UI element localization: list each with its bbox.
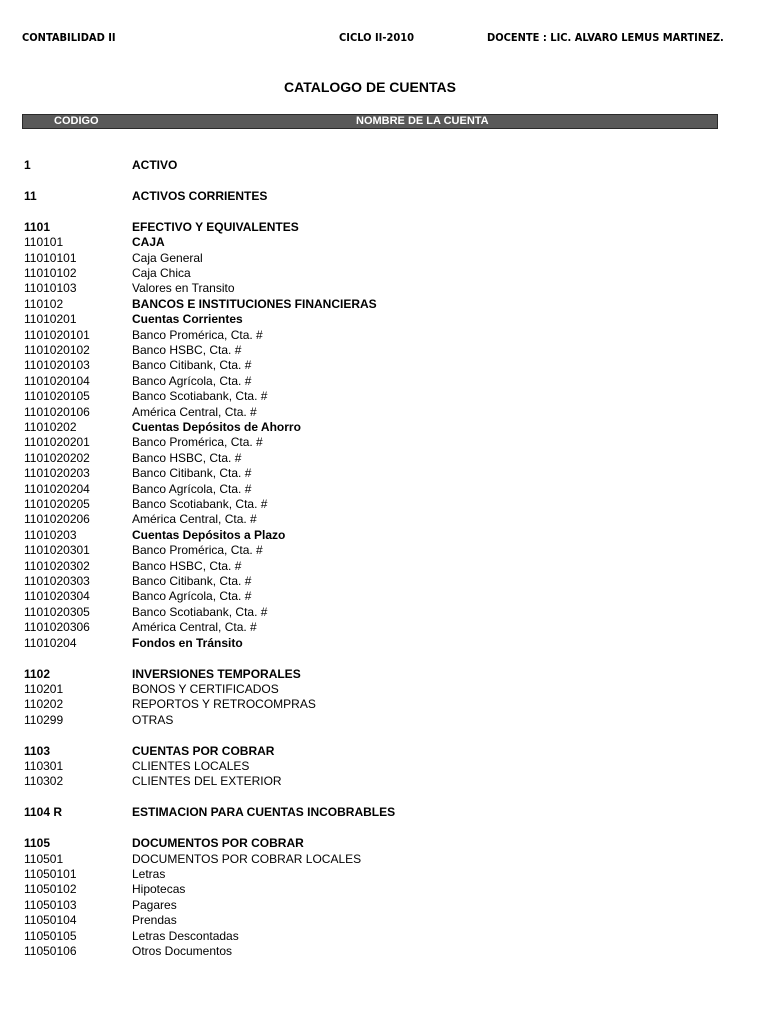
account-code: 11010201	[24, 312, 77, 327]
account-code: 11050106	[24, 944, 77, 958]
account-name: CUENTAS POR COBRAR	[132, 743, 275, 758]
account-name: Caja Chica	[132, 266, 191, 280]
account-row	[0, 358, 768, 373]
account-name: Banco Scotiabank, Cta. #	[132, 497, 268, 511]
account-name: Otros Documentos	[132, 944, 233, 958]
account-code: 110102	[24, 296, 64, 311]
account-name: América Central, Cta. #	[132, 620, 257, 635]
account-name: Banco Promérica, Cta. #	[132, 327, 263, 342]
account-name: Banco Scotiabank, Cta. #	[132, 389, 268, 404]
account-code: 110501	[24, 851, 64, 866]
account-code: 110201	[24, 681, 64, 696]
account-code: 11050105	[24, 928, 77, 943]
account-code: 1101020105	[24, 389, 90, 404]
account-name: Prendas	[132, 913, 177, 928]
account-row	[0, 929, 768, 944]
account-code: 11050101	[24, 867, 77, 881]
account-row	[0, 944, 768, 959]
account-row	[0, 312, 768, 327]
account-name: Pagares	[132, 897, 177, 912]
account-name: DOCUMENTOS POR COBRAR	[132, 836, 304, 851]
account-code: 1101020101	[24, 327, 90, 342]
account-row	[0, 667, 768, 682]
account-row	[0, 898, 768, 913]
account-row	[0, 451, 768, 466]
account-row	[0, 574, 768, 589]
account-row	[0, 482, 768, 497]
account-code: 1101020102	[24, 343, 90, 357]
account-name: Banco HSBC, Cta. #	[132, 558, 242, 573]
account-code: 110302	[24, 774, 64, 789]
account-code: 1101020201	[24, 435, 90, 450]
account-name: Banco Citibank, Cta. #	[132, 466, 252, 481]
header-cycle: CICLO II-2010	[339, 31, 414, 44]
account-code: 110101	[24, 235, 64, 250]
account-code: 1102	[24, 666, 51, 681]
account-row	[0, 605, 768, 620]
account-code: 1101020106	[24, 404, 90, 419]
account-code: 11010204	[24, 635, 77, 650]
account-row	[0, 744, 768, 759]
account-row	[0, 836, 768, 851]
account-code: 1101	[24, 219, 51, 234]
column-header-code: CODIGO	[54, 115, 99, 127]
account-row	[0, 559, 768, 574]
account-code: 1101020305	[24, 604, 90, 619]
account-row	[0, 235, 768, 250]
account-code: 1101020103	[24, 358, 90, 373]
account-name: Cuentas Depósitos a Plazo	[132, 527, 286, 542]
account-name: Banco Agrícola, Cta. #	[132, 481, 252, 496]
account-row	[0, 713, 768, 728]
account-name: Banco Citibank, Cta. #	[132, 358, 252, 373]
account-code: 11050102	[24, 882, 77, 897]
account-code: 1101020204	[24, 481, 90, 496]
account-code: 1101020303	[24, 574, 90, 588]
account-row	[0, 374, 768, 389]
account-name: Banco Promérica, Cta. #	[132, 543, 263, 558]
account-row	[0, 435, 768, 450]
account-code: 11050103	[24, 897, 77, 912]
account-name: Cuentas Corrientes	[132, 312, 243, 327]
account-row	[0, 466, 768, 481]
account-name: Letras	[132, 867, 166, 881]
account-row	[0, 528, 768, 543]
account-name: Banco HSBC, Cta. #	[132, 343, 242, 357]
account-row	[0, 620, 768, 635]
account-code: 110301	[24, 759, 64, 773]
account-row	[0, 389, 768, 404]
account-name: Caja General	[132, 250, 203, 265]
account-code: 1101020301	[24, 543, 90, 558]
account-code: 11	[24, 188, 37, 203]
account-row	[0, 759, 768, 774]
account-row	[0, 636, 768, 651]
account-name: Valores en Transito	[132, 281, 235, 296]
header-course: CONTABILIDAD II	[22, 31, 116, 44]
account-code: 11010103	[24, 281, 77, 296]
account-code: 11010202	[24, 420, 77, 434]
account-row	[0, 281, 768, 296]
account-code: 1101020205	[24, 497, 90, 511]
account-code: 1101020202	[24, 450, 90, 465]
account-name: OTRAS	[132, 712, 174, 727]
account-row	[0, 882, 768, 897]
account-row	[0, 328, 768, 343]
account-code: 1101020302	[24, 558, 90, 573]
account-name: EFECTIVO Y EQUIVALENTES	[132, 219, 299, 234]
account-name: Cuentas Depósitos de Ahorro	[132, 420, 301, 434]
account-row	[0, 420, 768, 435]
account-code: 1101020306	[24, 620, 90, 635]
account-name: BANCOS E INSTITUCIONES FINANCIERAS	[132, 296, 377, 311]
account-code: 1101020104	[24, 373, 90, 388]
account-row	[0, 497, 768, 512]
account-code: 11010101	[24, 250, 77, 265]
account-row	[0, 774, 768, 789]
account-name: Fondos en Tránsito	[132, 635, 243, 650]
account-code: 1105	[24, 836, 51, 851]
account-row	[0, 266, 768, 281]
account-code: 1101020203	[24, 466, 90, 481]
account-name: BONOS Y CERTIFICADOS	[132, 681, 279, 696]
account-code: 11010102	[24, 266, 77, 280]
account-code: 110299	[24, 712, 64, 727]
account-row	[0, 913, 768, 928]
account-name: Banco Scotiabank, Cta. #	[132, 604, 268, 619]
account-code: 110202	[24, 697, 64, 712]
account-row	[0, 805, 768, 820]
account-row	[0, 405, 768, 420]
account-name: REPORTOS Y RETROCOMPRAS	[132, 697, 316, 712]
account-name: CLIENTES DEL EXTERIOR	[132, 774, 282, 789]
account-row	[0, 512, 768, 527]
account-code: 11050104	[24, 913, 77, 928]
account-row	[0, 189, 768, 204]
account-name: CLIENTES LOCALES	[132, 759, 250, 773]
account-row	[0, 697, 768, 712]
account-code: 1101020206	[24, 512, 90, 527]
account-name: América Central, Cta. #	[132, 404, 257, 419]
account-name: ACTIVO	[132, 158, 178, 172]
account-row	[0, 220, 768, 235]
account-name: DOCUMENTOS POR COBRAR LOCALES	[132, 851, 362, 866]
account-name: ACTIVOS CORRIENTES	[132, 188, 268, 203]
document-title: CATALOGO DE CUENTAS	[284, 79, 456, 95]
account-name: Banco Agrícola, Cta. #	[132, 589, 252, 604]
account-row	[0, 251, 768, 266]
account-code: 1101020304	[24, 589, 90, 604]
account-name: Banco Citibank, Cta. #	[132, 574, 252, 588]
account-code: 11010203	[24, 527, 77, 542]
account-name: Banco Promérica, Cta. #	[132, 435, 263, 450]
account-name: Banco Agrícola, Cta. #	[132, 373, 252, 388]
account-code: 1	[24, 158, 31, 172]
account-name: Letras Descontadas	[132, 928, 239, 943]
account-name: INVERSIONES TEMPORALES	[132, 666, 301, 681]
account-name: ESTIMACION PARA CUENTAS INCOBRABLES	[132, 805, 396, 820]
account-row	[0, 867, 768, 882]
column-header-name: NOMBRE DE LA CUENTA	[356, 115, 489, 127]
account-name: América Central, Cta. #	[132, 512, 257, 527]
account-name: CAJA	[132, 235, 165, 250]
account-row	[0, 297, 768, 312]
account-row	[0, 682, 768, 697]
account-code: 1103	[24, 743, 51, 758]
account-name: Hipotecas	[132, 882, 186, 897]
account-row	[0, 589, 768, 604]
account-name: Banco HSBC, Cta. #	[132, 450, 242, 465]
account-row	[0, 158, 768, 173]
account-row	[0, 343, 768, 358]
account-row	[0, 852, 768, 867]
account-row	[0, 543, 768, 558]
header-teacher: DOCENTE : LIC. ALVARO LEMUS MARTINEZ.	[487, 31, 724, 44]
account-code: 1104 R	[24, 805, 63, 820]
